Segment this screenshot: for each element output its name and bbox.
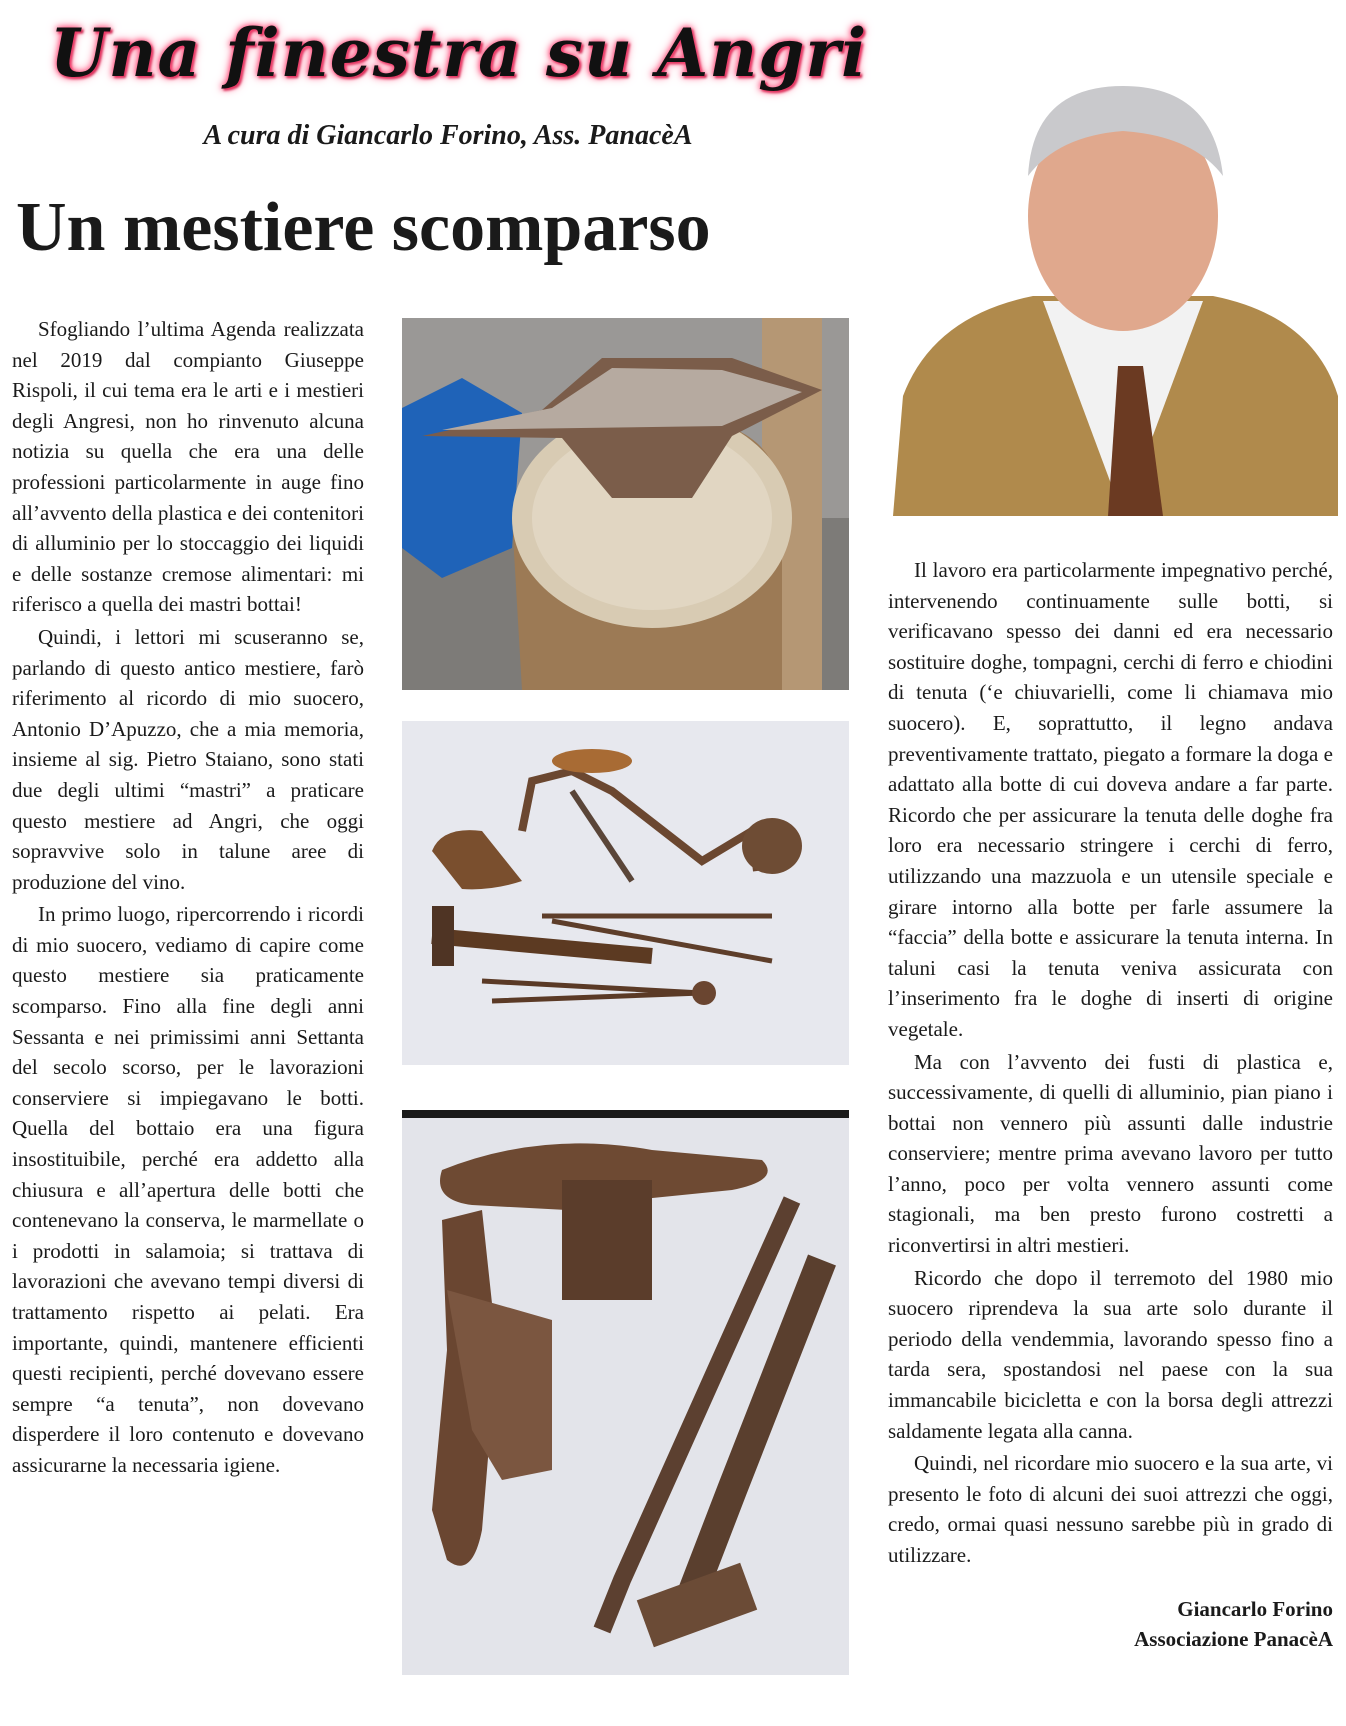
hand-tools-photo <box>402 721 849 1065</box>
left-column <box>12 314 364 1483</box>
paragraph: Ricordo che dopo il terremoto del 1980 mio suocero riprendeva la sua arte solo durante il periodo della vendemmia, lavorando spesso fino a tarda sera, spostandosi nel paese con la sua immancabile bicicletta e con la borsa degli attrezzi saldamente legata alla canna. <box>888 1265 1333 1443</box>
article-headline: Un mestiere scomparso <box>16 189 711 266</box>
paragraph: Quindi, nel ricordare mio suocero e la sua arte, vi presento le foto di alcuni dei suoi attrezzi che oggi, credo, ormai quasi nessuno sarebbe più in grado di utilizzare. <box>888 1451 1333 1567</box>
paragraph: Sfogliando l’ultima Agenda realizzata nel 2019 dal compianto Giuseppe Rispoli, il cui tema era le arti e i mestieri degli Angresi, non ho rinvenuto alcuna notizia su quella che era una delle professioni particolarmente in auge fino all’avvento della plastica e dei contenitori di alluminio per lo stoccaggio dei liquidi e delle sostanze cremose alimentari: mi riferisco a quella dei mastri bottai! <box>12 317 364 617</box>
signature-name: Giancarlo Forino <box>1177 1597 1333 1621</box>
anvil-photo <box>402 318 849 690</box>
paragraph: Ma con l’avvento dei fusti di plastica e, successivamente, di quelli di alluminio, pian piano i bottai non vennero più assunti dalle industrie conserviere; mentre prima avevano lavoro per tutto l’anno, poco per volta vennero assunti come stagionali, ma ben presto furono costretti a riconvertirsi in altri mestieri. <box>888 1049 1333 1258</box>
signature <box>1050 1594 1333 1654</box>
signature-org: Associazione PanacèA <box>1134 1627 1333 1651</box>
author-portrait <box>893 66 1338 516</box>
paragraph: In primo luogo, ripercorrendo i ricordi di mio suocero, vediamo di capire come questo mestiere sia praticamente scomparso. Fino alla fine degli anni Sessanta e nei primissimi anni Settanta del secolo scorso, per le lavorazioni conserviere si impiegavano le botti. Quella del bottaio era una figura insostituibile, perché era addetto alla chiusura e all’apertura delle botti che contenevano la conserva, le marmellate o i prodotti in salamoia; si trattava di lavorazioni che avevano tempi diversi di trattamento rispetto ai pelati. Era importante, quindi, mantenere efficienti questi recipienti, perché dovevano essere sempre “a tenuta”, non dovevano disperdere il loro contenuto e dovevano assicurarne la necessaria igiene. <box>12 902 364 1477</box>
cooper-hammers-photo <box>402 1110 849 1675</box>
paragraph: Il lavoro era particolarmente impegnativo perché, intervenendo continuamente sulle botti, si verificavano spesso dei danni ed era necessario sostituire doghe, tompagni, cerchi di ferro e chiodini di tenuta (‘e chiuvarielli, come li chiamava mio suocero). E, soprattutto, il legno andava preventivamente trattato, piegato a formare la doga e adattato alla botte di cui doveva andare a far parte. Ricordo che per assicurare la tenuta delle doghe fra loro era necessario stringere i cerchi di ferro, utilizzando una mazzuola e un utensile speciale e girare intorno alla botte per farle assumere la “faccia” della botte e assicurare la tenuta interna. In taluni casi la tenuta veniva assicurata con l’inserimento fra le doghe di inserti di origine vegetale. <box>888 558 1333 1041</box>
right-column <box>888 555 1333 1573</box>
masthead-title: Una finestra su Angri <box>50 14 868 92</box>
paragraph: Quindi, i lettori mi scuseranno se, parlando di questo antico mestiere, farò riferimento al ricordo di mio suocero, Antonio D’Apuzzo, che a mia memoria, insieme al sig. Pietro Staiano, sono stati due degli ultimi “mastri” a praticare questo mestiere ad Angri, che oggi sopravvive solo in talune aree di produzione del vino. <box>12 624 364 894</box>
byline: A cura di Giancarlo Forino, Ass. PanacèA <box>203 120 693 151</box>
